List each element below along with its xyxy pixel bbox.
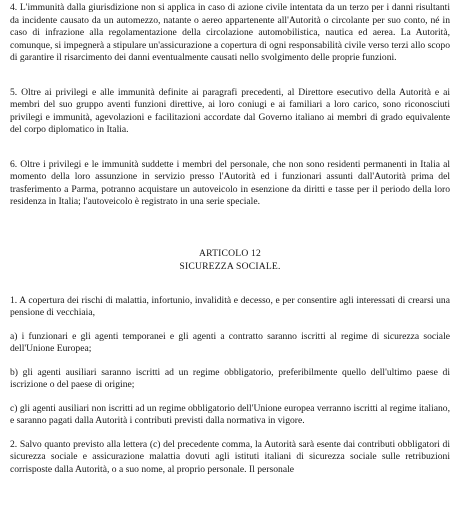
article-12-paragraph-1: 1. A copertura dei rischi di malattia, infortunio, invalidità e decesso, e per consentire agli interessati di crearsi una pensione di vecchiaia, (10, 294, 450, 318)
article-title: ARTICOLO 12 (198, 247, 262, 259)
paragraph-6: 6. Oltre i privilegi e le immunità suddette i membri del personale, che non sono residenti permanenti in Italia al momento della loro assunzione in servizio presso l'Autorità ed i funzionari assunti dall'Autorità prima del trasferimento a Parma, potranno acquistare un autoveicolo in esenzione da diritti e tasse per il periodo della loro residenza in Italia; l'autoveicolo è registrato in una serie speciale. (10, 158, 450, 207)
article-12-item-b: b) gli agenti ausiliari saranno iscritti ad un regime obbligatorio, preferibilmente quello dell'ultimo paese di iscrizione o del paese di origine; (10, 366, 450, 390)
article-heading (10, 247, 450, 273)
paragraph-5: 5. Oltre ai privilegi e alle immunità definite ai paragrafi precedenti, al Direttore esecutivo della Autorità e ai membri del suo gruppo aventi funzioni direttive, ai loro coniugi e ai familiari a loro carico, sono riconosciuti privilegi e immunità, agevolazioni e facilitazioni accordate dal Governo italiano ai membri di grado equivalente del corpo diplomatico in Italia. (10, 86, 450, 135)
article-12-item-c: c) gli agenti ausiliari non iscritti ad un regime obbligatorio dell'Unione europea verranno iscritti al regime italiano, e saranno pagati dalla Autorità i contributi previsti dalla normativa in vigore. (10, 402, 450, 426)
paragraph-4: 4. L'immunità dalla giurisdizione non si applica in caso di azione civile intentata da un terzo per i danni risultanti da incidente causato da un automezzo, natante o aereo appartenente all'Autorità o circolante per suo conto, né in caso di infrazione alla regolamentazione della circolazione automobilistica, nautica ed aerea. La Autorità, comunque, si impegnerà a stipulare un'assicurazione a copertura di ogni responsabilità civile verso terzi allo scopo di garantire il risarcimento dei danni eventualmente causati nello svolgimento delle proprie funzioni. (10, 2, 450, 63)
article-12-paragraph-2: 2. Salvo quanto previsto alla lettera (c) del precedente comma, la Autorità sarà esente dai contributi obbligatori di sicurezza sociale e assicurazione malattia dovuti agli istituti italiani di sicurezza sociale sulle retribuzioni corrisposte dalla Autorità, o a suo nome, al proprio personale. Il personale (10, 438, 450, 475)
article-subtitle: SICUREZZA SOCIALE. (179, 260, 281, 272)
article-12-item-a: a) i funzionari e gli agenti temporanei e gli agenti a contratto saranno iscritti al regime di sicurezza sociale dell'Unione Europea; (10, 330, 450, 354)
